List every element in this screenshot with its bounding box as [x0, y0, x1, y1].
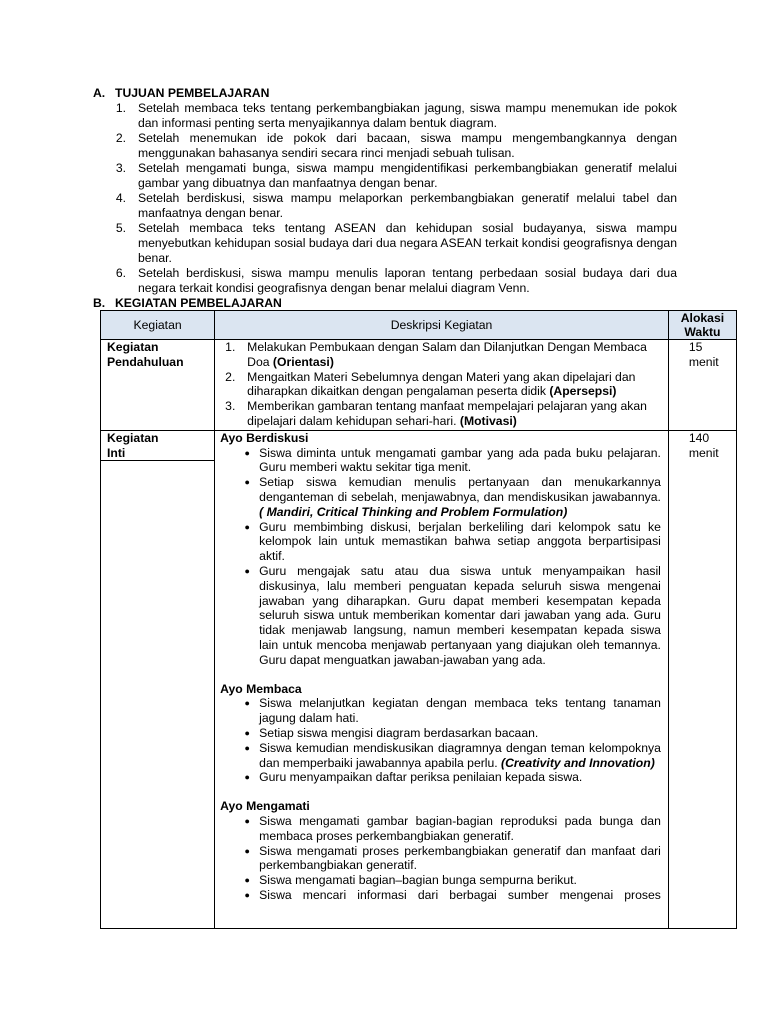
spacer	[215, 785, 668, 799]
objective-item	[93, 266, 677, 296]
bullet-dot-icon: ●	[244, 845, 250, 856]
bullet-dot-icon: ●	[244, 698, 250, 709]
bullet-item	[235, 520, 661, 564]
objective-num: 4.	[115, 191, 126, 205]
item-text-bold: (Orientasi)	[272, 354, 334, 369]
item-num: 2.	[225, 369, 236, 384]
item-text-bold: (Motivasi)	[459, 413, 517, 428]
group-title-berdiskusi: Ayo Berdiskusi	[220, 430, 309, 445]
section-tujuan	[93, 86, 677, 296]
bullet-item	[235, 446, 661, 476]
alloc-unit: menit	[688, 445, 719, 460]
objective-num: 5.	[115, 221, 126, 235]
section-b-title: KEGIATAN PEMBELAJARAN	[115, 296, 282, 310]
bullet-dot-icon: ●	[244, 815, 250, 826]
bullet-text: Siswa mengamati proses perkembangbiakan generatif dan manfaat dari perkembangbiakan generatif.	[259, 843, 661, 873]
objective-text: Setelah berdiskusi, siswa mampu melaporkan perkembangbiakan generatif melalui tabel dan manfaatnya dengan benar.	[138, 191, 677, 220]
bullet-item	[235, 888, 661, 903]
header-alokasi-line2: Waktu	[684, 325, 721, 339]
objective-item	[93, 221, 677, 266]
objective-num: 3.	[115, 161, 126, 175]
section-a-title: TUJUAN PEMBELAJARAN	[115, 86, 270, 100]
bullet-text-emphasis: (Creativity and Innovation)	[501, 755, 655, 770]
objective-text: Setelah menemukan ide pokok dari bacaan, siswa mampu mengembangkannya dengan menggunakan bahasanya sendiri secara rinci menjadi sebuah tulisan.	[138, 131, 677, 160]
bullet-item	[235, 475, 661, 519]
section-a-letter: A.	[93, 86, 106, 100]
bullet-text-emphasis: ( Mandiri, Critical Thinking and Problem Formulation)	[259, 504, 568, 519]
bullet-dot-icon: ●	[244, 727, 250, 738]
bullet-text: Setiap siswa mengisi diagram berdasarkan bacaan.	[259, 725, 539, 740]
table-header-row	[101, 311, 737, 340]
label-pendahuluan: Pendahuluan	[107, 354, 184, 369]
item-num: 1.	[225, 340, 236, 354]
label-kegiatan: Kegiatan	[107, 340, 159, 354]
label-kegiatan: Kegiatan	[107, 430, 159, 445]
alloc-unit: menit	[688, 354, 719, 369]
objective-item	[93, 101, 677, 131]
pendahuluan-list	[215, 340, 668, 429]
objective-num: 6.	[115, 266, 126, 280]
bullet-item	[235, 844, 661, 874]
bullet-item	[235, 873, 661, 888]
cell-alokasi-inti	[668, 430, 736, 928]
objective-text: Setelah berdiskusi, siswa mampu menulis laporan tentang perbedaan sosial budaya dari dua negara terkait kondisi geografisnya dengan benar melalui diagram Venn.	[138, 266, 677, 295]
list-item	[225, 399, 662, 429]
bullet-text: Siswa diminta untuk mengamati gambar yang ada pada buku pelajaran. Guru memberi waktu sekitar tiga menit.	[259, 445, 661, 475]
item-text-plain: Melakukan Pembukaan dengan Salam dan Dilanjutkan Dengan Membaca Doa	[247, 340, 647, 369]
bullet-item	[235, 770, 661, 785]
objective-num: 2.	[115, 131, 126, 145]
bullet-text	[259, 475, 661, 519]
section-a-heading	[93, 86, 677, 101]
cell-deskripsi-pendahuluan	[215, 340, 669, 431]
bullet-dot-icon: ●	[244, 521, 250, 532]
table-row-pendahuluan	[101, 340, 737, 431]
item-text	[247, 370, 662, 400]
item-text	[247, 399, 662, 429]
alloc-value: 140	[688, 430, 710, 445]
objective-text: Setelah membaca teks tentang perkembangbiakan jagung, siswa mampu menemukan ide pokok dan informasi penting serta menyajikannya dalam bentuk diagram.	[138, 101, 677, 130]
mengamati-list	[215, 814, 668, 903]
item-text	[247, 340, 662, 370]
objectives-list	[93, 101, 677, 296]
bullet-dot-icon: ●	[244, 565, 250, 576]
bullet-text: Guru menyampaikan daftar periksa penilaian kepada siswa.	[259, 770, 583, 785]
bullet-item	[235, 726, 661, 741]
item-text-bold: (Apersepsi)	[549, 384, 617, 399]
bullet-text: Guru membimbing diskusi, berjalan berkeliling dari kelompok satu ke kelompok lain untuk memastikan bahwa setiap anggota berpartisipasi aktif.	[259, 519, 661, 564]
objective-text: Setelah membaca teks tentang ASEAN dan kehidupan sosial budayanya, siswa mampu menyebutkan kehidupan sosial budaya dari dua negara ASEAN terkait kondisi geografisnya dengan benar.	[138, 221, 677, 265]
objective-text: Setelah mengamati bunga, siswa mampu mengidentifikasi perkembangbiakan generatif melalui gambar yang dibuatnya dan manfaatnya dengan benar.	[138, 161, 677, 190]
item-text-plain: Mengaitkan Materi Sebelumnya dengan Materi yang akan dipelajari dan diharapkan dikaitkan dengan pengalaman peserta didik	[247, 369, 636, 399]
spacer	[215, 668, 668, 682]
header-deskripsi: Deskripsi Kegiatan	[215, 311, 669, 340]
bullet-item	[235, 741, 661, 771]
table-row-inti	[101, 430, 737, 928]
bullet-text: Siswa mencari informasi dari berbagai sumber mengenai proses	[259, 887, 661, 902]
cell-alokasi-pendahuluan	[668, 340, 736, 431]
bullet-item	[235, 814, 661, 844]
header-kegiatan: Kegiatan	[101, 311, 215, 340]
bullet-text-plain: Setiap siswa kemudian menulis pertanyaan dan menukarkannya denganteman di sebelah, menjawabnya, dan mendiskusikan jawabannya.	[259, 475, 661, 504]
item-text-plain: Memberikan gambaran tentang manfaat mempelajari pelajaran yang akan dipelajari dalam kehidupan sehari-hari.	[247, 399, 647, 428]
bullet-dot-icon: ●	[244, 889, 250, 900]
bullet-dot-icon: ●	[244, 477, 250, 488]
header-alokasi	[668, 311, 736, 340]
cell-deskripsi-inti	[215, 430, 669, 928]
bullet-dot-icon: ●	[244, 875, 250, 886]
bullet-dot-icon: ●	[244, 742, 250, 753]
bullet-text: Siswa mengamati gambar bagian-bagian reproduksi pada bunga dan membaca proses perkembangbiakan generatif.	[259, 813, 661, 843]
objective-item	[93, 131, 677, 161]
berdiskusi-list	[215, 446, 668, 668]
alloc-value: 15	[688, 340, 703, 354]
bullet-dot-icon: ●	[244, 772, 250, 783]
cell-kegiatan-pendahuluan	[101, 340, 215, 431]
item-num: 3.	[225, 399, 236, 414]
list-item	[225, 340, 662, 370]
section-b-heading	[93, 296, 282, 311]
membaca-list	[215, 696, 668, 785]
group-title-mengamati: Ayo Mengamati	[220, 799, 310, 814]
bullet-item	[235, 696, 661, 726]
group-title-membaca: Ayo Membaca	[220, 681, 302, 696]
list-item	[225, 370, 662, 400]
objective-item	[93, 191, 677, 221]
objective-item	[93, 161, 677, 191]
inti-label-box	[101, 431, 214, 461]
bullet-text: Siswa melanjutkan kegiatan dengan membaca teks tentang tanaman jagung dalam hati.	[259, 696, 661, 726]
bullet-text: Siswa mengamati bagian–bagian bunga sempurna berikut.	[259, 873, 577, 888]
bullet-text	[259, 741, 661, 771]
bullet-text: Guru mengajak satu atau dua siswa untuk menyampaikan hasil diskusinya, lalu memberi penguatan kepada seluruh siswa mengenai jawaban yang diharapkan. Guru dapat memberi kesempatan kepada seluruh siswa untuk memberikan komentar dari jawaban yang ada. Guru tidak menjawab langsung, namun memberi kesempatan kepada siswa lain untuk mencoba menjawab pertanyaan yang diajukan oleh temannya. Guru dapat menguatkan jawaban-jawaban yang ada.	[259, 563, 661, 667]
header-alokasi-line1: Alokasi	[680, 311, 725, 325]
activities-table	[100, 310, 737, 929]
bullet-dot-icon: ●	[244, 447, 250, 458]
bullet-text-plain: Siswa kemudian mendiskusikan diagramnya dengan teman kelompoknya dan memperbaiki jawabannya apabila perlu.	[259, 740, 661, 770]
label-inti: Inti	[107, 445, 126, 460]
section-b-letter: B.	[93, 296, 106, 310]
bullet-item	[235, 564, 661, 668]
cell-kegiatan-inti	[101, 430, 215, 928]
objective-num: 1.	[115, 101, 126, 115]
